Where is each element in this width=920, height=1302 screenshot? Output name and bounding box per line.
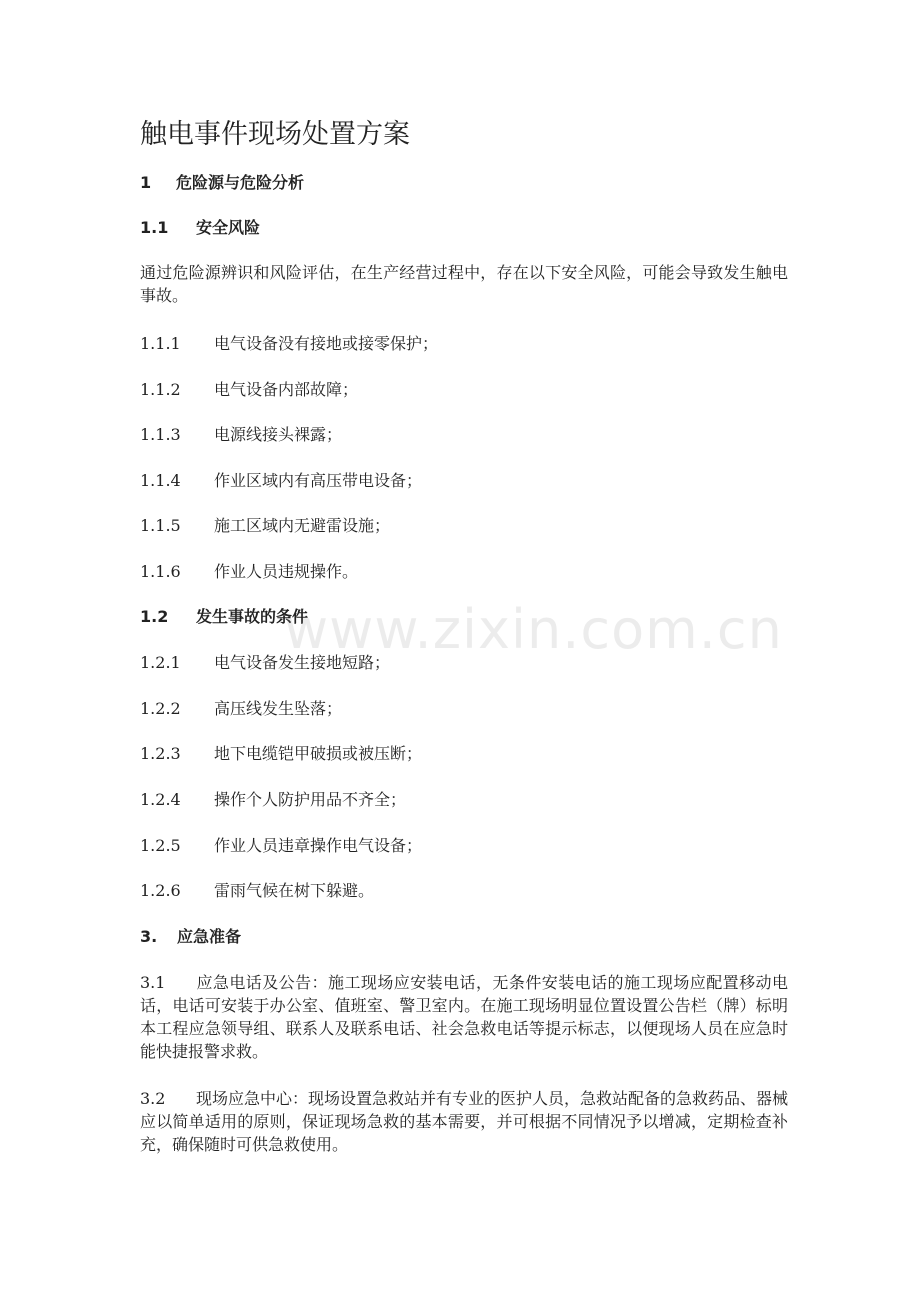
item-text: 作业区域内有高压带电设备；	[214, 471, 423, 490]
section-label: 危险源与危险分析	[176, 173, 305, 192]
paragraph-3-2	[140, 1087, 788, 1156]
item-number: 1.2.1	[140, 653, 181, 672]
item-number: 1.1.5	[140, 516, 181, 535]
list-item	[140, 834, 422, 857]
section-heading-1-2	[140, 605, 308, 628]
intro-paragraph: 通过危险源辨识和风险评估，在生产经营过程中，存在以下安全风险，可能会导致发生触电事故。	[140, 263, 788, 305]
item-number: 1.2.6	[140, 881, 181, 900]
document-title: 触电事件现场处置方案	[140, 119, 410, 150]
section-number: 1.1	[140, 218, 169, 237]
item-text: 作业人员违章操作电气设备；	[214, 836, 423, 855]
section-heading-3	[140, 925, 241, 948]
item-number: 1.1.3	[140, 425, 181, 444]
list-item	[140, 423, 342, 446]
section-label: 安全风险	[196, 218, 261, 237]
section-heading-1	[140, 171, 304, 194]
item-number: 1.1.2	[140, 380, 181, 399]
item-text: 高压线发生坠落；	[214, 699, 343, 718]
item-text: 电气设备没有接地或接零保护；	[214, 334, 439, 353]
section-number: 1.2	[140, 607, 169, 626]
list-item	[140, 879, 374, 902]
list-item	[140, 788, 406, 811]
section-label: 应急准备	[177, 927, 242, 946]
list-item	[140, 560, 358, 583]
item-text: 电气设备内部故障；	[214, 380, 359, 399]
item-number: 1.2.5	[140, 836, 181, 855]
item-text: 电气设备发生接地短路；	[214, 653, 391, 672]
list-item	[140, 469, 422, 492]
list-item	[140, 697, 342, 720]
section-label: 发生事故的条件	[196, 607, 309, 626]
item-text: 作业人员违规操作。	[214, 562, 359, 581]
list-item	[140, 651, 390, 674]
list-item	[140, 514, 390, 537]
item-text: 施工区域内无避雷设施；	[214, 516, 391, 535]
watermark: www.zixin.com.cn	[284, 598, 783, 661]
item-number: 1.2.4	[140, 790, 181, 809]
item-text: 地下电缆铠甲破损或被压断；	[214, 744, 423, 763]
section-heading-1-1	[140, 216, 260, 239]
item-number: 1.2.2	[140, 699, 181, 718]
paragraph-3-1	[140, 971, 788, 1063]
item-number: 1.1.1	[140, 334, 181, 353]
item-text: 电源线接头裸露；	[214, 425, 343, 444]
list-item	[140, 378, 358, 401]
paragraph-text: 现场应急中心：现场设置急救站并有专业的医护人员，急救站配备的急救药品、器械应以简单适用的原则，保证现场急救的基本需要，并可根据不同情况予以增减，定期检查补充，确保随时可供急救使用。	[140, 1089, 789, 1154]
paragraph-number: 3.2	[140, 1089, 166, 1108]
item-text: 操作个人防护用品不齐全；	[214, 790, 407, 809]
item-number: 1.2.3	[140, 744, 181, 763]
list-item	[140, 332, 438, 355]
item-number: 1.1.4	[140, 471, 181, 490]
paragraph-text: 应急电话及公告：施工现场应安装电话，无条件安装电话的施工现场应配置移动电话，电话可安装于办公室、值班室、警卫室内。在施工现场明显位置设置公告栏（牌）标明本工程应急领导组、联系人及联系电话、社会急救电话等提示标志，以便现场人员在应急时能快捷报警求救。	[140, 973, 788, 1061]
item-text: 雷雨气候在树下躲避。	[214, 881, 375, 900]
list-item	[140, 742, 422, 765]
paragraph-number: 3.1	[140, 973, 166, 992]
section-number: 1	[140, 173, 152, 192]
section-number: 3.	[140, 927, 158, 946]
item-number: 1.1.6	[140, 562, 181, 581]
